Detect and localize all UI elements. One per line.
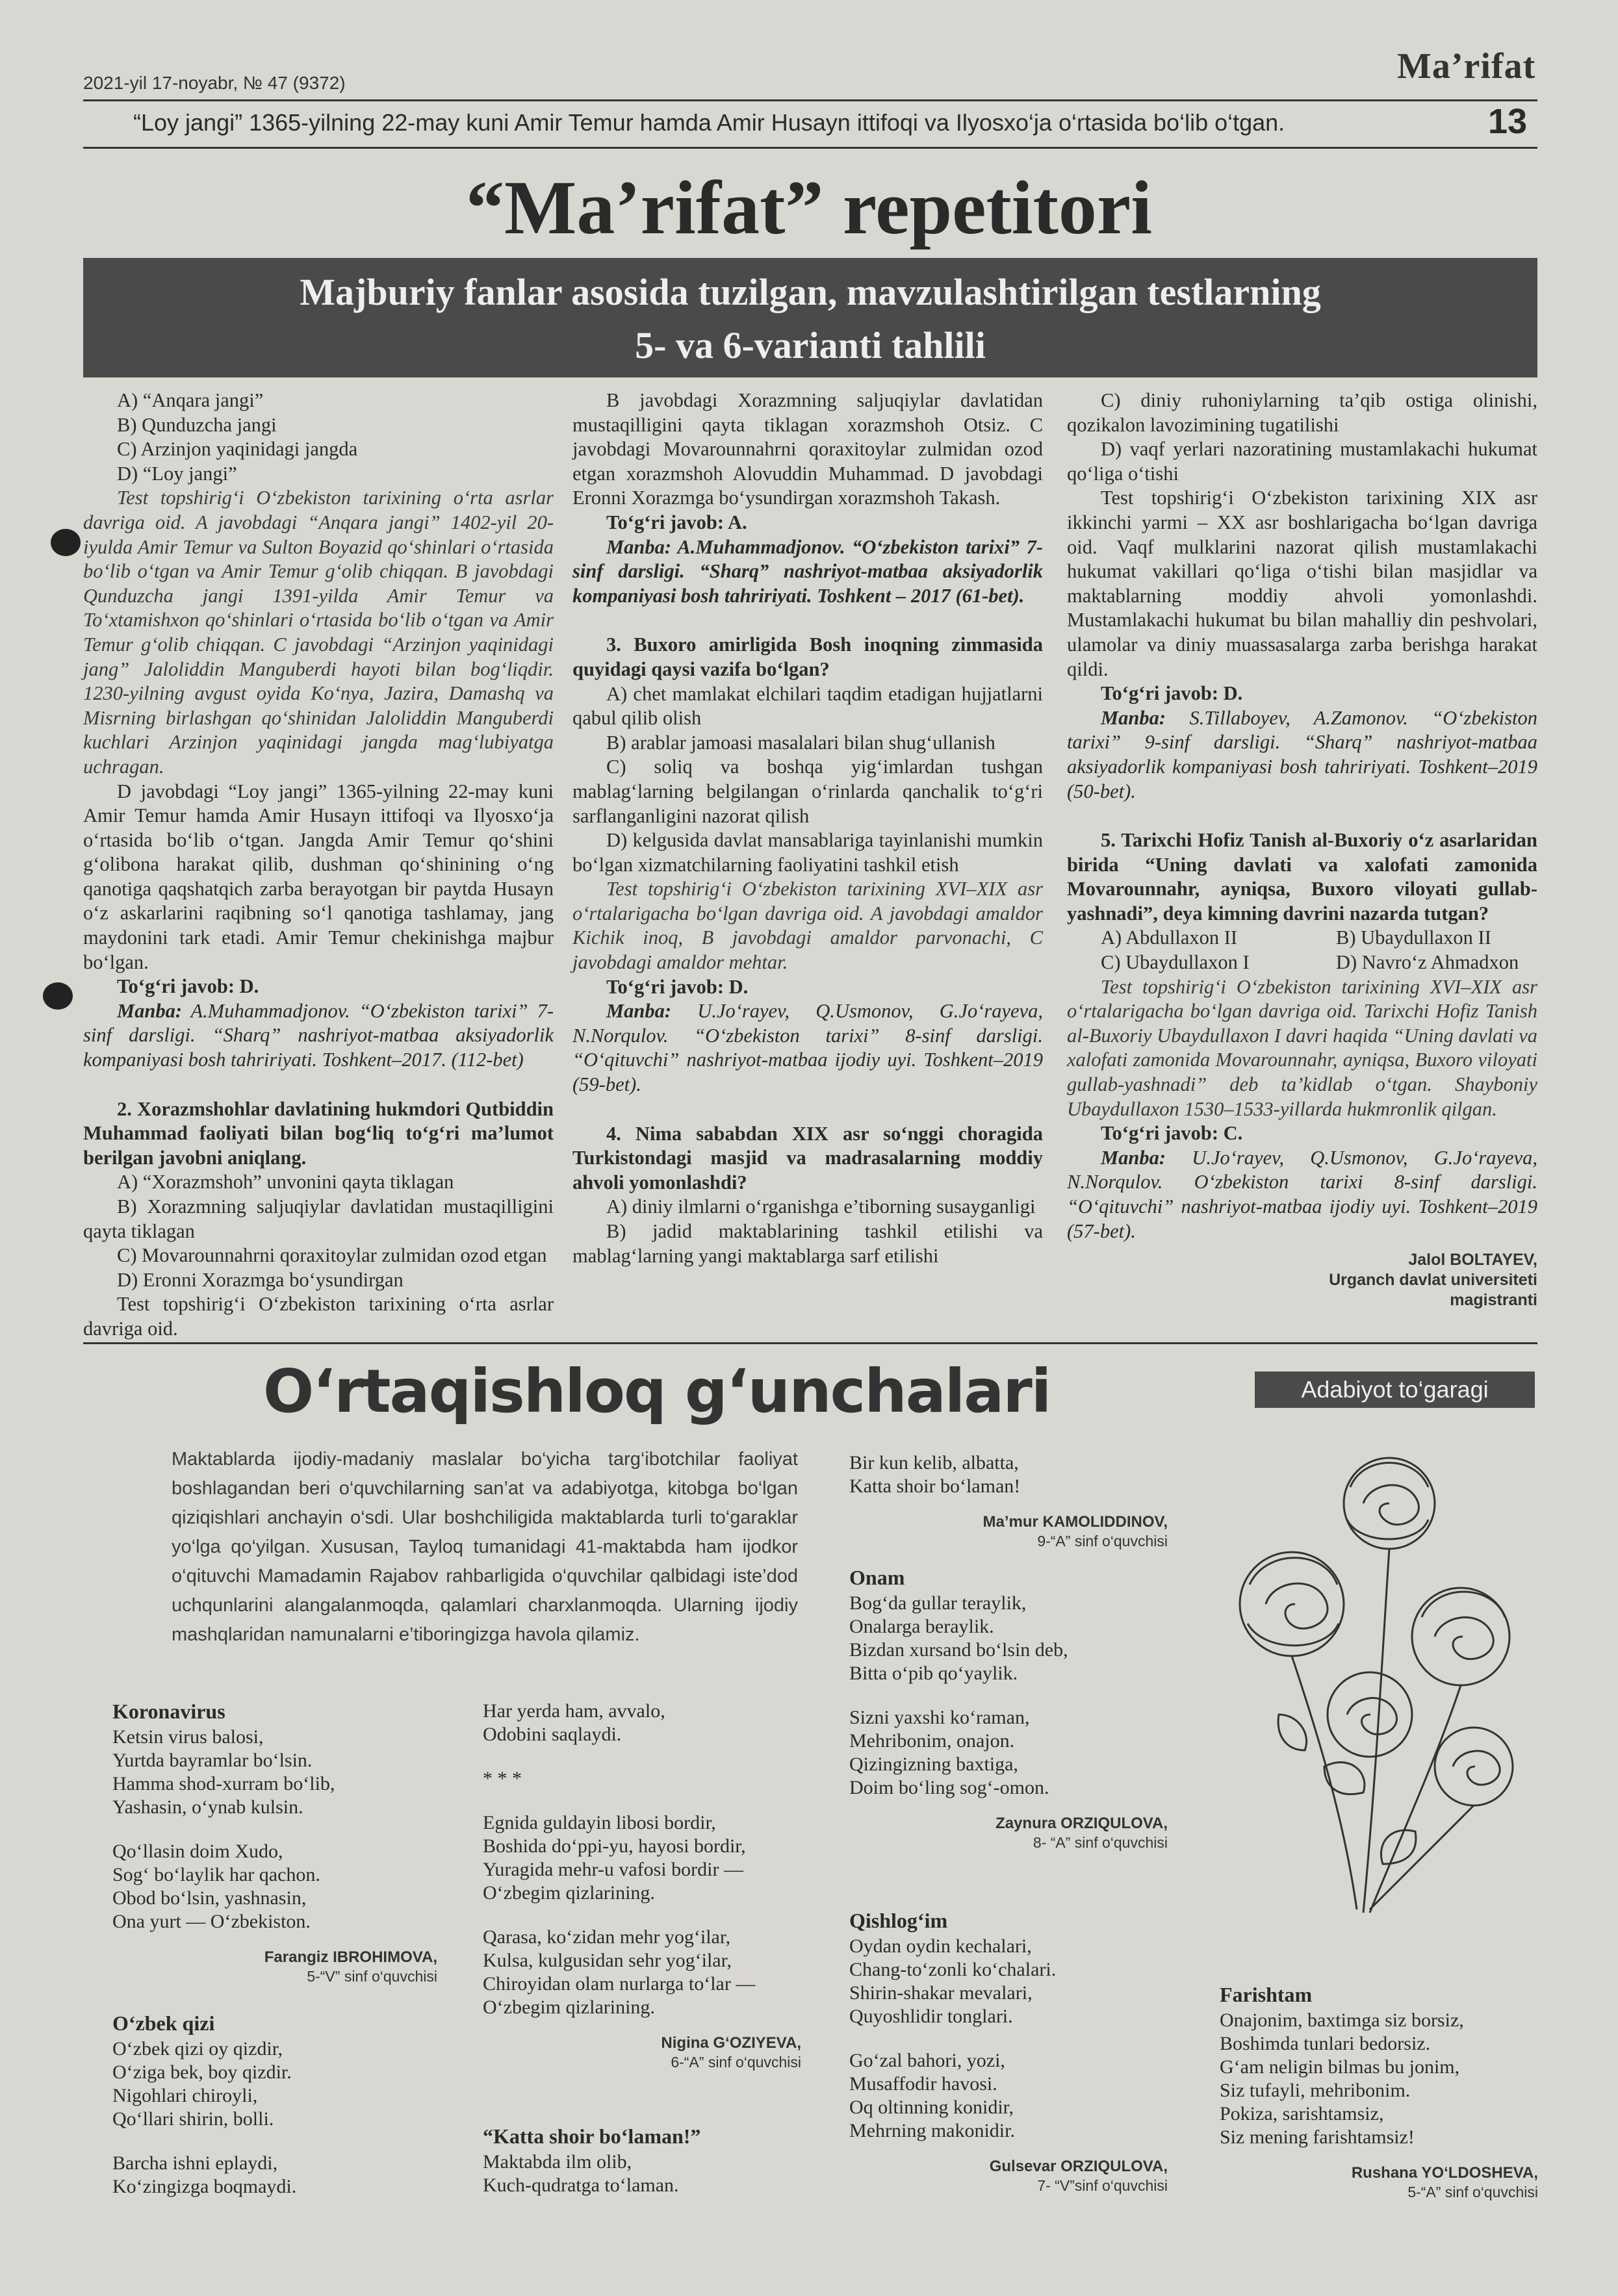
answer-option: D) Eronni Xorazmga bo‘ysundirgan <box>117 1268 404 1291</box>
source-label: Manba: <box>1101 706 1166 729</box>
poem-line: Sizni yaxshi ko‘raman, <box>849 1707 1030 1728</box>
author-affiliation: Urganch davlat universiteti <box>1329 1271 1537 1290</box>
source-label: Manba: <box>1101 1146 1166 1169</box>
poem-line: Doim bo‘ling sog‘-omon. <box>849 1777 1049 1798</box>
answer-option: A) “Anqara jangi” <box>117 389 264 411</box>
question: 3. Buxoro amirligida Bosh inoqning zimmasida quyidagi qaysi vazifa bo‘lgan? <box>572 633 1043 680</box>
source-text: S.Tillaboyev, A.Zamonov. “O‘zbekiston tarixi” 9-sinf darsligi. “Sharq” nashriyot-matbaa aksiyadorlik kompaniyasi bosh tahririyati. Toshkent–2019 (50-bet). <box>1067 706 1537 802</box>
poem-line: Barcha ishni eplaydi, <box>112 2152 278 2174</box>
answer-option: B) Xorazmning saljuqiylar davlatidan mustaqilligini qayta tiklagan <box>83 1195 554 1242</box>
poem-qishlogim <box>849 1909 1168 2195</box>
article-byline <box>1067 1250 1537 1310</box>
body-text: Test topshirig‘i O‘zbekiston tarixining o‘rta asrlar davriga oid. <box>83 1293 554 1340</box>
poem-line: Chang-to‘zonli ko‘chalari. <box>849 1959 1057 1980</box>
stems-and-leaves <box>1278 1549 1474 1913</box>
source-label: Manba: <box>606 1000 671 1023</box>
author-name: Jalol BOLTAYEV, <box>1408 1251 1537 1269</box>
question: 4. Nima sababdan XIX asr so‘nggi choragida Turkistondagi masjid va madrasalarning moddiy ahvoli yomonlashdi? <box>572 1122 1043 1193</box>
answer-options-row <box>1067 926 1537 950</box>
article-column-3 <box>1067 389 1537 1310</box>
source-text: A.Muhammadjonov. “O‘zbekiston tarixi” 7-sinf darsligi. “Sharq” nashriyot-matbaa aksiyadorlik kompaniyasi bosh tahririyati. Toshkent–2017. (112-bet) <box>83 999 554 1071</box>
answer-option: C) Ubaydullaxon I <box>1101 951 1250 974</box>
correct-answer: To‘g‘ri javob: D. <box>117 975 259 998</box>
body-text: D javobdagi “Loy jangi” 1365-yilning 22-may kuni Amir Temur hamda Amir Husayn ittifoqi va Ilyosxo‘ja o‘rtasida bo‘lib o‘tgan. Jangda Amir Temur qo‘shini g‘olibona harakat qilib, dushman qo‘shinining o‘ng qanotiga qaqshatqich zarba berayotgan bir paytda Husayn o‘z askarlarini raqibning so‘l qanotiga tashlamay, jang maydonini tark etadi. Amir Temur chekinishga majbur bo‘lgan. <box>83 780 554 973</box>
source-citation <box>1067 706 1537 804</box>
poem-line: Mehrning makonidir. <box>849 2120 1015 2141</box>
poem-line: Siz tufayli, mehribonim. <box>1220 2080 1411 2101</box>
poem-line: Ketsin virus balosi, <box>112 1726 264 1748</box>
poem-title: Onam <box>849 1566 905 1589</box>
source-citation: Manba: A.Muhammadjonov. “O‘zbekiston tarixi” 7-sinf darsligi. “Sharq” nashriyot-matbaa aksiyadorlik kompaniyasi bosh tahririyati. Toshkent – 2017 (61-bet). <box>572 535 1043 607</box>
source-citation <box>572 999 1043 1097</box>
roses-illustration <box>1201 1442 1539 1922</box>
page-title: “Ma’rifat” repetitori <box>465 165 1153 250</box>
correct-answer: To‘g‘ri javob: D. <box>606 975 749 998</box>
poem-line: Obod bo‘lsin, yashnasin, <box>112 1887 307 1909</box>
poem-line: Qo‘llasin doim Xudo, <box>112 1841 283 1862</box>
poem-line: Bog‘da gullar teraylik, <box>849 1592 1027 1614</box>
poem-katta-shoir-continued <box>849 1451 1168 1550</box>
article-column-1 <box>83 389 554 1342</box>
poem-line: Oydan oydin kechalari, <box>849 1935 1032 1957</box>
poem-line: Bizdan xursand bo‘lsin deb, <box>849 1639 1068 1661</box>
source-citation <box>83 999 554 1073</box>
poem-line: Kulsa, kulgusidan sehr yog‘ilar, <box>483 1950 732 1971</box>
poem-author-grade: 6-“A” sinf o‘quvchisi <box>671 2054 801 2071</box>
answer-option: C) Arzinjon yaqinidagi jangda <box>117 438 358 461</box>
answer-option: D) kelgusida davlat mansablariga tayinlanishi mumkin bo‘lgan xizmatchilarning faoliyatini tashkil etish <box>572 829 1043 876</box>
poem-line: Qarasa, ko‘zidan mehr yog‘ilar, <box>483 1926 731 1948</box>
intro-paragraph: Maktablarda ijodiy-madaniy maslalar bo‘yicha targ‘ibotchilar faoliyat boshlagandan beri o‘quvchilarning san’at va adabiyotga, kitobga bo‘lgan qiziqishlari anchayin o‘sdi. Ular boshchiligida maktablarda turli to‘garaklar yo‘lga qo‘yilgan. Xususan, Tayloq tumanidagi 41-maktabda ham ijodkor o‘qituvchi Mamadamin Rajabov rahbarligida o‘quvchilar qalbidagi iste’dod uchqunlarini alangalanmoqda, qalamlari charxlanmoqda. Ularning ijodiy mashqlaridan namunalarni e’tiboringizga havola qilamiz. <box>172 1449 798 1645</box>
poem-katta-shoir <box>483 2124 801 2197</box>
poem-line: Sog‘ bo‘laylik har qachon. <box>112 1864 320 1885</box>
poem-line: Pokiza, sarishtamsiz, <box>1220 2103 1384 2124</box>
explanation-text: Test topshirig‘i O‘zbekiston tarixining XVI–XIX asr o‘rtalarigacha bo‘lgan davriga oid. A javobdagi amaldor Kichik inoq, B javobdagi amaldor parvonachi, C javobdagi amaldor mehtar. <box>572 878 1043 974</box>
section-title: O‘rtaqishloq g‘unchalari <box>263 1357 1051 1426</box>
explanation-text: Test topshirig‘i O‘zbekiston tarixining XVI–XIX asr o‘rtalarigacha bo‘lgan davriga oid. Tarixchi Hofiz Tanish al-Buxoriy Ubaydullaxon I davri haqida “Uning davlati va xalofati zamonida Movarounnahr, ayniqsa, Buxoro viloyati gullab-yashnadi” deb ta’kidlab o‘tgan. Shayboniy Ubaydullaxon 1530–1533-yillarda hukmronlik qilgan. <box>1067 975 1537 1120</box>
source-text: U.Jo‘rayev, Q.Usmonov, G.Jo‘rayeva, N.Norqulov. “O‘zbekiston tarixi” 8-sinf darsligi. “O‘qituvchi” nashriyot-matbaa ijodiy uyi. Toshkent–2019 (59-bet). <box>572 1000 1043 1096</box>
poem-line: Nigohlari chiroyli, <box>112 2085 258 2106</box>
poem-ozbek-qizi-continued <box>483 1700 801 2071</box>
answer-options-row <box>1067 950 1537 975</box>
issue-date: 2021-yil 17-noyabr, № 47 (9372) <box>83 73 346 93</box>
stanza-break <box>483 1791 801 1811</box>
poem-line: Boshimda tunlari bedorsiz. <box>1220 2033 1431 2054</box>
poem-line: G‘am neligin bilmas bu jonim, <box>1220 2056 1460 2078</box>
poem-title: “Katta shoir bo‘laman!” <box>483 2124 701 2148</box>
answer-option: C) diniy ruhoniylarning ta’qib ostiga olinishi, qozikalon lavozimining tugatilishi <box>1067 389 1537 436</box>
question: 2. Xorazmshohlar davlatining hukmdori Qutbiddin Muhammad faoliyati bilan bog‘liq to‘g‘ri ma’lumot berilgan javobni aniqlang. <box>83 1097 554 1169</box>
poem-line: O‘zbegim qizlarining. <box>483 1882 655 1904</box>
divider <box>83 147 1537 149</box>
stanza-break <box>849 1685 1168 1706</box>
answer-option: B) Ubaydullaxon II <box>1336 926 1491 949</box>
poem-line: Qo‘llari shirin, bolli. <box>112 2108 274 2130</box>
poem-koronavirus <box>112 1700 437 1985</box>
poem-author: Nigina G‘OZIYEVA, <box>661 2034 801 2052</box>
answer-option: C) Movarounnahrni qoraxitoylar zulmidan ozod etgan <box>117 1244 547 1267</box>
poem-title: Qishlog‘im <box>849 1909 948 1932</box>
article-column-2 <box>572 389 1043 1268</box>
rose-icon <box>1412 1588 1509 1685</box>
rose-icon <box>1435 1728 1513 1805</box>
stanza-break <box>483 1905 801 1926</box>
correct-answer: To‘g‘ri javob: C. <box>1101 1122 1243 1145</box>
answer-option: C) soliq va boshqa yig‘imlardan tushgan mablag‘larning belgilangan o‘rinlarda qanchalik to‘g‘ri sarflanganligini nazorat qilish <box>572 756 1043 827</box>
poem-line: Siz mening farishtamsiz! <box>1220 2126 1415 2148</box>
poem-line: Har yerda ham, avvalo, <box>483 1700 665 1722</box>
banner-line: 5- va 6-varianti tahlili <box>635 324 986 366</box>
answer-option: A) “Xorazmshoh” unvonini qayta tiklagan <box>117 1171 454 1193</box>
poem-author-grade: 7- “V”sinf o‘quvchisi <box>1037 2177 1168 2194</box>
poem-line: Onalarga beraylik. <box>849 1616 994 1637</box>
poem-author-grade: 8- “A” sinf o‘quvchisi <box>1033 1834 1168 1851</box>
poem-line: Boshida do‘ppi-yu, hayosi bordir, <box>483 1835 746 1857</box>
poem-line: Hamma shod-xurram bo‘lib, <box>112 1773 335 1794</box>
poem-line: Shirin-shakar mevalari, <box>849 1982 1033 2004</box>
poem-line: Yashasin, o‘ynab kulsin. <box>112 1796 303 1818</box>
answer-option: B) Qunduzcha jangi <box>117 413 277 436</box>
poem-line: Chiroyidan olam nurlarga to‘lar — <box>483 1973 756 1995</box>
poem-ozbek-qizi <box>112 2011 437 2199</box>
poem-author-grade: 5-“V” sinf o‘quvchisi <box>307 1968 437 1985</box>
poem-line: Bir kun kelib, albatta, <box>849 1452 1019 1473</box>
answer-option: B) jadid maktablarining tashkil etilishi va mablag‘larning yangi maktablarga sarf etilishi <box>572 1220 1043 1267</box>
header-quote: “Loy jangi” 1365-yilning 22-may kuni Amir Temur hamda Amir Husayn ittifoqi va Ilyosxo‘ja o‘rtasida bo‘lib o‘tgan. <box>133 109 1285 136</box>
stanza-break <box>483 1746 801 1767</box>
poem-line: Yuragida mehr-u vafosi bordir — <box>483 1859 743 1880</box>
poem-author: Ma’mur KAMOLIDDINOV, <box>982 1513 1168 1531</box>
poem-author: Zaynura ORZIQULOVA, <box>995 1815 1168 1832</box>
poem-line: O‘zbek qizi oy qizdir, <box>112 2038 283 2060</box>
poem-line: Maktabda ilm olib, <box>483 2151 632 2173</box>
stanza-break <box>112 2131 437 2152</box>
stanza-break <box>849 2028 1168 2049</box>
explanation-text: Test topshirig‘i O‘zbekiston tarixining o‘rta asrlar davriga oid. A javobdagi “Anqara jangi” 1402-yil 20-iyulda Amir Temur va Sulton Boyazid qo‘shinlari o‘rtasida bo‘lib o‘tgan va Amir Temur g‘olib chiqqan. B javobdagi Qunduzcha jangi 1391-yilda Amir Temur va To‘xtamishxon qo‘shinlari o‘rtasida bo‘lib o‘tgan va Amir Temur g‘olib chiqqan. C javobdagi “Arzinjon yaqinidagi jang” Jaloliddin Manguberdi hayoti bilan bog‘liqdir. 1230-yilning avgust oyida Ko‘nya, Jazira, Damashq va Misrning birlashgan qo‘shinidan Jaloliddin Manguberdi kuchlari Arzinjon yaqinidagi jangda mag‘lubiyatga uchragan. <box>83 487 554 778</box>
poem-author: Gulsevar ORZIQULOVA, <box>989 2158 1168 2175</box>
rose-icon <box>1344 1458 1435 1549</box>
source-text: U.Jo‘rayev, Q.Usmonov, G.Jo‘rayeva, N.Norqulov. O‘zbekiston tarixi 8-sinf darsligi. “O‘qituvchi” nashriyot-matbaa ijodiy uyi. Toshkent–2019 (57-bet). <box>1067 1146 1537 1242</box>
poem-title: Koronavirus <box>112 1700 225 1723</box>
poem-author: Rushana YO‘LDOSHEVA, <box>1351 2164 1538 2182</box>
poem-line: O‘ziga bek, boy qizdir. <box>112 2061 292 2083</box>
poem-line: Bitta o‘pib qo‘yaylik. <box>849 1663 1018 1684</box>
poem-onam <box>849 1566 1168 1852</box>
rose-icon <box>1240 1552 1344 1656</box>
article-banner <box>83 258 1537 377</box>
poem-line: Egnida guldayin libosi bordir, <box>483 1812 716 1833</box>
banner-line: Majburiy fanlar asosida tuzilgan, mavzulashtirilgan testlarning <box>300 271 1321 313</box>
poem-line: Quyoshlidir tonglari. <box>849 2006 1013 2027</box>
source-label: Manba: <box>117 999 182 1022</box>
page-number: 13 <box>1488 102 1528 141</box>
poem-line: Ona yurt — O‘zbekiston. <box>112 1911 311 1932</box>
answer-option: A) chet mamlakat elchilari taqdim etadigan hujjatlarni qabul qilib olish <box>572 682 1043 730</box>
answer-option: B) arablar jamoasi masalalari bilan shug‘ullanish <box>606 731 995 754</box>
poem-line: Katta shoir bo‘laman! <box>849 1475 1021 1497</box>
poem-author: Farangiz IBROHIMOVA, <box>264 1948 437 1966</box>
poem-line: O‘zbegim qizlarining. <box>483 1996 655 2018</box>
poem-farishtam <box>1220 1983 1538 2201</box>
poem-line: * * * <box>483 1768 522 1789</box>
poem-title: O‘zbek qizi <box>112 2011 215 2035</box>
question: 5. Tarixchi Hofiz Tanish al-Buxoriy o‘z asarlaridan birida “Uning davlati va xalofati zamonida Movarounnahr, ayniqsa, Buxoro viloyati gullab-yashnadi”, deya kimning davrini nazarda tutgan? <box>1067 829 1537 925</box>
poem-author-grade: 9-“A” sinf o‘quvchisi <box>1037 1533 1168 1550</box>
answer-option: D) Navro‘z Ahmadxon <box>1336 951 1519 974</box>
poem-line: Musaffodir havosi. <box>849 2073 997 2095</box>
poem-author-grade: 5-“A” sinf o‘quvchisi <box>1407 2184 1538 2200</box>
poem-line: Qizingizning baxtiga, <box>849 1754 1018 1775</box>
section-badge: Adabiyot to‘garagi <box>1255 1371 1535 1408</box>
divider <box>83 99 1537 101</box>
answer-option: A) Abdullaxon II <box>1101 926 1238 949</box>
rose-icon <box>1328 1672 1412 1757</box>
poem-line: Kuch-qudratga to‘laman. <box>483 2175 679 2196</box>
poem-line: Ko‘zingizga boqmaydi. <box>112 2176 297 2197</box>
punch-hole <box>51 529 81 556</box>
body-text: B javobdagi Xorazmning saljuqiylar davlatidan mustaqilligini qayta tiklagan xorazmshoh Otsiz. C javobdagi Movarounnahrni qoraxitoylar zulmidan ozod etgan xorazmshoh Alovuddin Muhammad. D javobdagi Eronni Xorazmga bo‘ysundirgan xorazmshoh Takash. <box>572 389 1043 509</box>
poem-line: Onajonim, baxtimga siz borsiz, <box>1220 2009 1464 2031</box>
newspaper-logo: Ma’rifat <box>1397 46 1536 86</box>
correct-answer: To‘g‘ri javob: D. <box>1101 682 1243 705</box>
poem-line: Oq oltinning konidir, <box>849 2097 1014 2118</box>
answer-option: D) “Loy jangi” <box>117 462 237 485</box>
punch-hole <box>43 982 73 1010</box>
source-citation <box>1067 1146 1537 1244</box>
answer-option: A) diniy ilmlarni o‘rganishga e’tiborning susayganligi <box>606 1195 1036 1218</box>
author-role: magistranti <box>1450 1291 1537 1310</box>
poem-line: Go‘zal bahori, yozi, <box>849 2050 1005 2071</box>
poem-line: Mehribonim, onajon. <box>849 1730 1015 1752</box>
stanza-break <box>112 1819 437 1840</box>
poem-line: Odobini saqlaydi. <box>483 1724 622 1745</box>
section-divider <box>83 1342 1537 1344</box>
poem-line: Yurtda bayramlar bo‘lsin. <box>112 1750 313 1771</box>
correct-answer: To‘g‘ri javob: A. <box>606 511 747 533</box>
body-text: Test topshirig‘i O‘zbekiston tarixining XIX asr ikkinchi yarmi – XX asr boshlarigacha bo‘lgan davriga oid. Vaqf mulklarini nazorat qilish mustamlakachi hukumat vakillari qo‘liga o‘tishi bilan masjidlar va maktablarning moddiy ahvoli yomonlashdi. Mustamlakachi hukumat bu bilan mahalliy din peshvolari, ulamolar va diniy muassasalarga zarba berishga harakat qildi. <box>1067 487 1537 680</box>
answer-option: D) vaqf yerlari nazoratining mustamlakachi hukumat qo‘liga o‘tishi <box>1067 438 1537 485</box>
poem-title: Farishtam <box>1220 1983 1313 2006</box>
